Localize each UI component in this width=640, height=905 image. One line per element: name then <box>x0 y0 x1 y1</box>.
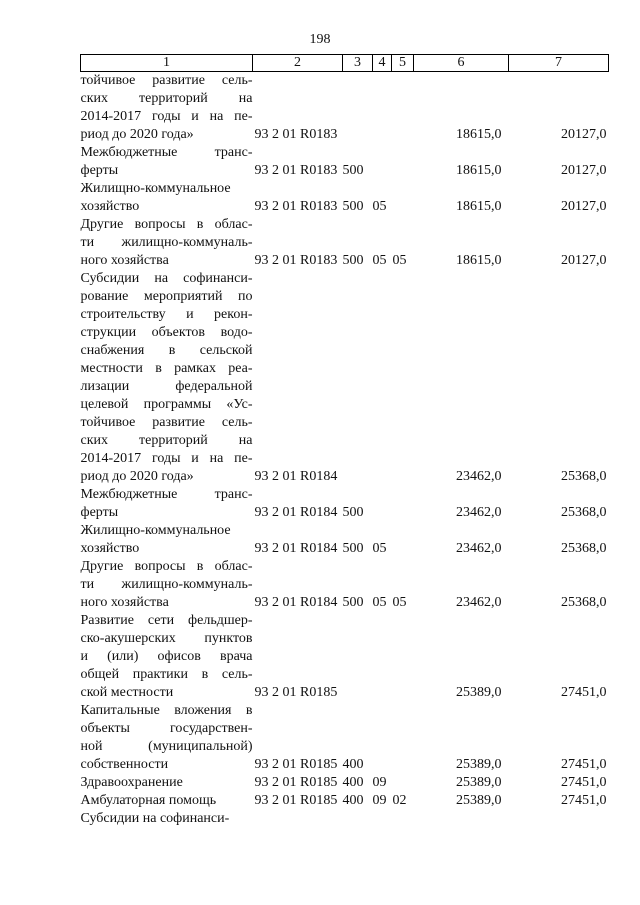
row-name-line: ско-акушерских пунктов <box>80 631 253 646</box>
row-name <box>81 612 253 702</box>
row-name <box>81 144 253 180</box>
row-name-line: ти жилищно-коммуналь- <box>80 577 253 592</box>
row-amount-col-6: 18615,0 <box>456 199 502 214</box>
row-name <box>81 774 253 792</box>
row-code <box>253 810 414 828</box>
row-subsection <box>393 504 413 522</box>
table-row <box>81 702 609 774</box>
header-col-5: 5 <box>392 55 414 72</box>
row-name-line: лизации федеральной <box>80 379 253 394</box>
row-name-line: общей практики в сель- <box>80 667 253 682</box>
table-row <box>81 522 609 558</box>
row-amount-col-7: 27451,0 <box>561 757 607 772</box>
row-target-article: 93 2 01 R0185 <box>254 685 338 700</box>
row-target-article: 93 2 01 R0183 <box>254 163 338 178</box>
row-name-line: объекты государствен- <box>80 721 253 736</box>
header-col-6: 6 <box>414 55 509 72</box>
row-name-line: ферты <box>80 505 119 520</box>
row-amount-col-7: 25368,0 <box>561 505 607 520</box>
row-name-line: Здравоохранение <box>80 775 183 790</box>
row-section: 05 <box>372 253 387 268</box>
row-section: 05 <box>372 595 387 610</box>
row-amount-col-6: 23462,0 <box>456 505 502 520</box>
header-col-3: 3 <box>343 55 373 72</box>
row-name-line: целевой программы «Ус- <box>80 397 253 412</box>
row-target-article: 93 2 01 R0184 <box>254 505 338 520</box>
row-amount-col-7: 27451,0 <box>561 685 607 700</box>
row-name-line: ской местности <box>80 685 174 700</box>
row-code <box>253 216 414 270</box>
table-header <box>81 55 609 72</box>
row-name <box>81 486 253 522</box>
row-subsection <box>393 162 413 180</box>
row-section: 09 <box>372 793 387 808</box>
row-expense-type: 400 <box>342 757 364 772</box>
table-row <box>81 72 609 145</box>
row-name-line: ти жилищно-коммуналь- <box>80 235 253 250</box>
row-name-line: снабжения в сельской <box>80 343 253 358</box>
row-amount-col-6: 23462,0 <box>456 595 502 610</box>
row-section <box>373 162 393 180</box>
row-subsection <box>393 468 413 486</box>
row-amount-col-7: 25368,0 <box>561 541 607 556</box>
row-amount-col-6: 18615,0 <box>456 253 502 268</box>
page-number: 198 <box>309 32 331 47</box>
row-code <box>253 270 414 486</box>
row-section: 09 <box>372 775 387 790</box>
row-name-line: собственности <box>80 757 169 772</box>
row-amount-col-7: 25368,0 <box>561 595 607 610</box>
row-section <box>373 684 393 702</box>
row-amount-col-7: 20127,0 <box>561 199 607 214</box>
row-amount-col-6: 23462,0 <box>456 541 502 556</box>
row-name-line: риод до 2020 года» <box>80 127 194 142</box>
row-target-article: 93 2 01 R0184 <box>254 541 338 556</box>
budget-table <box>80 54 609 828</box>
row-target-article: 93 2 01 R0184 <box>254 469 338 484</box>
row-code <box>253 72 414 145</box>
row-name-line: строительству и рекон- <box>80 307 253 322</box>
row-amount-col-6: 25389,0 <box>456 757 502 772</box>
row-section <box>373 468 393 486</box>
table-row <box>81 144 609 180</box>
row-name-line: струкции объектов водо- <box>80 325 253 340</box>
row-target-article: 93 2 01 R0185 <box>254 775 338 790</box>
row-name-line: Другие вопросы в облас- <box>80 559 253 574</box>
row-name-line: Субсидии на софинанси- <box>80 271 253 286</box>
row-name <box>81 792 253 810</box>
row-amount-col-7 <box>509 810 609 828</box>
row-target-article: 93 2 01 R0183 <box>254 199 338 214</box>
row-expense-type: 500 <box>342 595 364 610</box>
row-subsection <box>393 684 413 702</box>
row-target-article: 93 2 01 R0183 <box>254 253 338 268</box>
row-subsection: 05 <box>392 253 407 268</box>
table-row <box>81 180 609 216</box>
row-name <box>81 522 253 558</box>
header-col-4: 4 <box>373 55 392 72</box>
row-expense-type: 500 <box>342 541 364 556</box>
row-subsection <box>393 126 413 144</box>
row-name-line: ного хозяйства <box>80 253 169 268</box>
table-body <box>81 72 609 829</box>
row-name <box>81 270 253 486</box>
row-name <box>81 702 253 774</box>
table-row <box>81 774 609 792</box>
table-row <box>81 270 609 486</box>
row-name-line: ферты <box>80 163 119 178</box>
row-name-line: тойчивое развитие сель- <box>80 73 253 88</box>
row-code <box>253 774 414 792</box>
table-row <box>81 612 609 702</box>
row-name-line: Межбюджетные транс- <box>80 487 253 502</box>
row-name-line: ских территорий на <box>80 91 253 106</box>
row-target-article: 93 2 01 R0185 <box>254 793 338 808</box>
row-expense-type: 500 <box>342 505 364 520</box>
table-row <box>81 810 609 828</box>
row-name <box>81 72 253 145</box>
row-subsection <box>393 540 413 558</box>
row-name-line: ного хозяйства <box>80 595 169 610</box>
row-expense-type: 400 <box>342 793 364 808</box>
row-name-line: тойчивое развитие сель- <box>80 415 253 430</box>
header-col-1: 1 <box>81 55 253 72</box>
header-col-7: 7 <box>509 55 609 72</box>
row-name-line: Капитальные вложения в <box>80 703 253 718</box>
row-name-line: и (или) офисов врача <box>80 649 253 664</box>
row-name-line: ной (муниципальной) <box>80 739 253 754</box>
row-section: 05 <box>372 199 387 214</box>
row-code <box>253 144 414 180</box>
row-amount-col-6: 25389,0 <box>456 685 502 700</box>
row-code <box>253 612 414 702</box>
row-code <box>253 180 414 216</box>
row-target-article: 93 2 01 R0184 <box>254 595 338 610</box>
row-name-line: риод до 2020 года» <box>80 469 194 484</box>
row-name-line: хозяйство <box>80 199 140 214</box>
row-code <box>253 792 414 810</box>
row-name-line: ских территорий на <box>80 433 253 448</box>
row-section <box>373 504 393 522</box>
row-section: 05 <box>372 541 387 556</box>
table-row <box>81 558 609 612</box>
row-subsection: 02 <box>392 793 407 808</box>
row-name-line: Другие вопросы в облас- <box>80 217 253 232</box>
row-name-line: Амбулаторная помощь <box>80 793 217 808</box>
table-row <box>81 486 609 522</box>
row-name-line: Субсидии на софинанси- <box>80 811 230 826</box>
row-target-article: 93 2 01 R0185 <box>254 757 338 772</box>
row-amount-col-7: 27451,0 <box>561 775 607 790</box>
row-code <box>253 558 414 612</box>
row-expense-type <box>343 126 373 144</box>
row-amount-col-6: 25389,0 <box>456 793 502 808</box>
row-name-line: Жилищно-коммунальное <box>80 181 231 196</box>
row-name-line: хозяйство <box>80 541 140 556</box>
row-name-line: Развитие сети фельдшер- <box>80 613 253 628</box>
row-expense-type <box>343 468 373 486</box>
row-name-line: 2014-2017 годы и на пе- <box>80 451 253 466</box>
row-section <box>373 756 393 774</box>
row-target-article: 93 2 01 R0183 <box>254 127 338 142</box>
row-amount-col-7: 27451,0 <box>561 793 607 808</box>
row-name-line: местности в рамках реа- <box>80 361 253 376</box>
row-expense-type: 500 <box>342 199 364 214</box>
header-col-2: 2 <box>253 55 343 72</box>
row-code <box>253 522 414 558</box>
row-subsection: 05 <box>392 595 407 610</box>
row-subsection <box>393 756 413 774</box>
row-amount-col-7: 20127,0 <box>561 253 607 268</box>
row-amount-col-6: 18615,0 <box>456 127 502 142</box>
row-subsection <box>393 774 413 792</box>
row-name <box>81 216 253 270</box>
row-expense-type: 500 <box>342 163 364 178</box>
row-name-line: Жилищно-коммунальное <box>80 523 231 538</box>
row-name <box>81 810 253 828</box>
row-name-line: 2014-2017 годы и на пе- <box>80 109 253 124</box>
row-amount-col-6 <box>414 810 509 828</box>
table-row <box>81 792 609 810</box>
row-code <box>253 486 414 522</box>
row-expense-type <box>343 684 373 702</box>
row-name-line: Межбюджетные транс- <box>80 145 253 160</box>
row-amount-col-7: 20127,0 <box>561 163 607 178</box>
row-amount-col-6: 23462,0 <box>456 469 502 484</box>
row-amount-col-7: 25368,0 <box>561 469 607 484</box>
table-row <box>81 216 609 270</box>
row-name <box>81 558 253 612</box>
row-amount-col-7: 20127,0 <box>561 127 607 142</box>
row-name <box>81 180 253 216</box>
row-name-line: рование мероприятий по <box>80 289 253 304</box>
row-subsection <box>393 198 413 216</box>
row-expense-type: 500 <box>342 253 364 268</box>
row-amount-col-6: 18615,0 <box>456 163 502 178</box>
row-amount-col-6: 25389,0 <box>456 775 502 790</box>
row-code <box>253 702 414 774</box>
row-section <box>373 126 393 144</box>
row-expense-type: 400 <box>342 775 364 790</box>
